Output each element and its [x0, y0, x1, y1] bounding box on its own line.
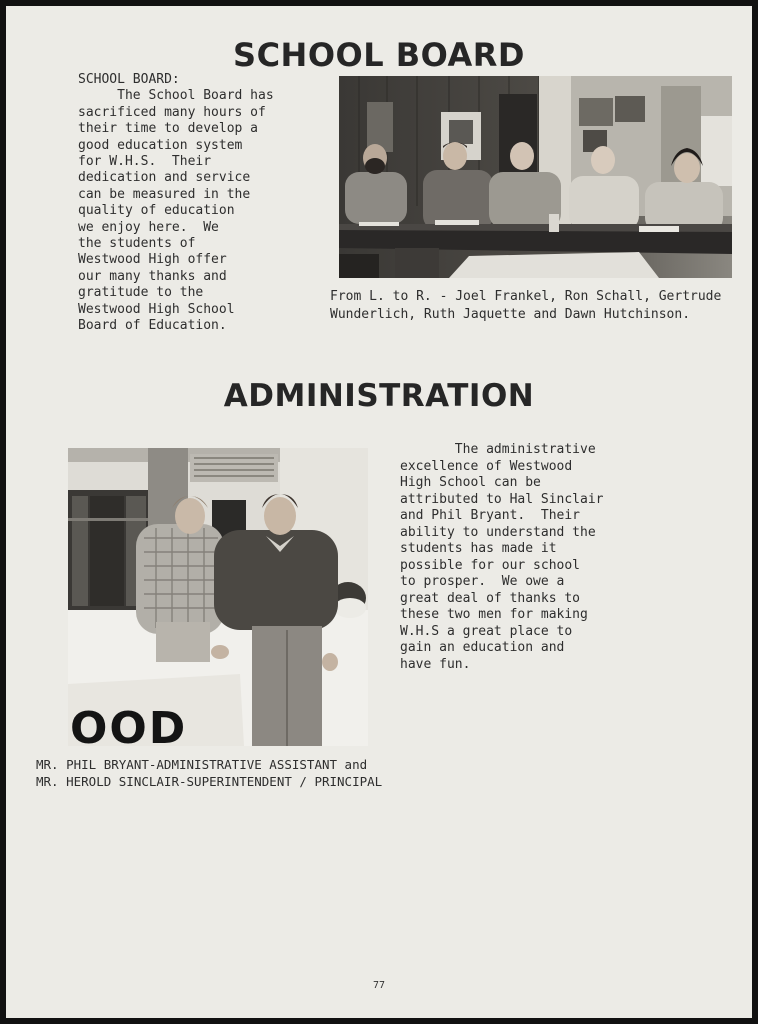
body-line: High School can be — [400, 475, 541, 490]
caption-line: MR. HEROLD SINCLAIR-SUPERINTENDENT / PRINCIPAL — [36, 774, 383, 789]
body-line: have fun. — [400, 656, 471, 672]
body-line: possible for our school — [400, 557, 581, 573]
body-line: their time to develop a — [78, 121, 259, 137]
caption-line: From L. to R. - Joel Frankel, Ron Schall, Gertrude — [330, 289, 722, 304]
school-board-photo — [339, 76, 732, 278]
caption-line: MR. PHIL BRYANT-ADMINISTRATIVE ASSISTANT and — [36, 757, 368, 772]
school-board-caption — [330, 288, 721, 324]
body-line: great deal of thanks to — [400, 590, 581, 606]
body-line: gratitude to the — [78, 285, 204, 301]
school-board-photo-image — [339, 76, 732, 278]
body-line: W.H.S a great place to — [400, 623, 573, 639]
administration-heading: ADMINISTRATION — [223, 378, 535, 414]
administration-caption — [36, 756, 382, 790]
body-line: good education system — [78, 137, 243, 153]
body-line: Westwood High offer — [78, 252, 227, 268]
body-line: ability to understand the — [400, 524, 596, 540]
body-line: for W.H.S. Their — [78, 154, 212, 170]
yearbook-page — [6, 6, 752, 1018]
body-line: these two men for making — [400, 607, 588, 622]
body-line: The School Board has — [78, 88, 274, 104]
body-line: quality of education — [78, 203, 235, 219]
body-line: and Phil Bryant. Their — [400, 508, 581, 523]
body-line: gain an education and — [400, 640, 565, 655]
administration-body — [400, 442, 604, 673]
body-line: we enjoy here. We — [78, 219, 219, 235]
body-line: attributed to Hal Sinclair — [400, 491, 604, 507]
body-line: Board of Education. — [78, 318, 227, 334]
body-line: the students of — [78, 236, 196, 252]
body-line: students has made it — [400, 541, 557, 556]
page-number: 77 — [372, 980, 386, 991]
caption-line: Wunderlich, Ruth Jaquette and Dawn Hutchinson. — [330, 307, 691, 322]
body-line: can be measured in the — [78, 186, 251, 202]
school-board-body — [78, 72, 274, 335]
body-line: Westwood High School — [78, 301, 235, 317]
body-line: dedication and service — [78, 170, 251, 186]
administration-photo-image — [68, 448, 368, 746]
body-line: excellence of Westwood — [400, 458, 573, 474]
school-board-heading: SCHOOL BOARD — [233, 36, 525, 74]
body-line: The administrative — [400, 442, 596, 457]
sign-letters: OOD — [70, 703, 188, 746]
body-line: sacrificed many hours of — [78, 104, 266, 120]
body-line: our many thanks and — [78, 268, 227, 284]
body-line: SCHOOL BOARD: — [78, 72, 180, 87]
administration-photo — [68, 448, 368, 746]
body-line: to prosper. We owe a — [400, 574, 565, 589]
